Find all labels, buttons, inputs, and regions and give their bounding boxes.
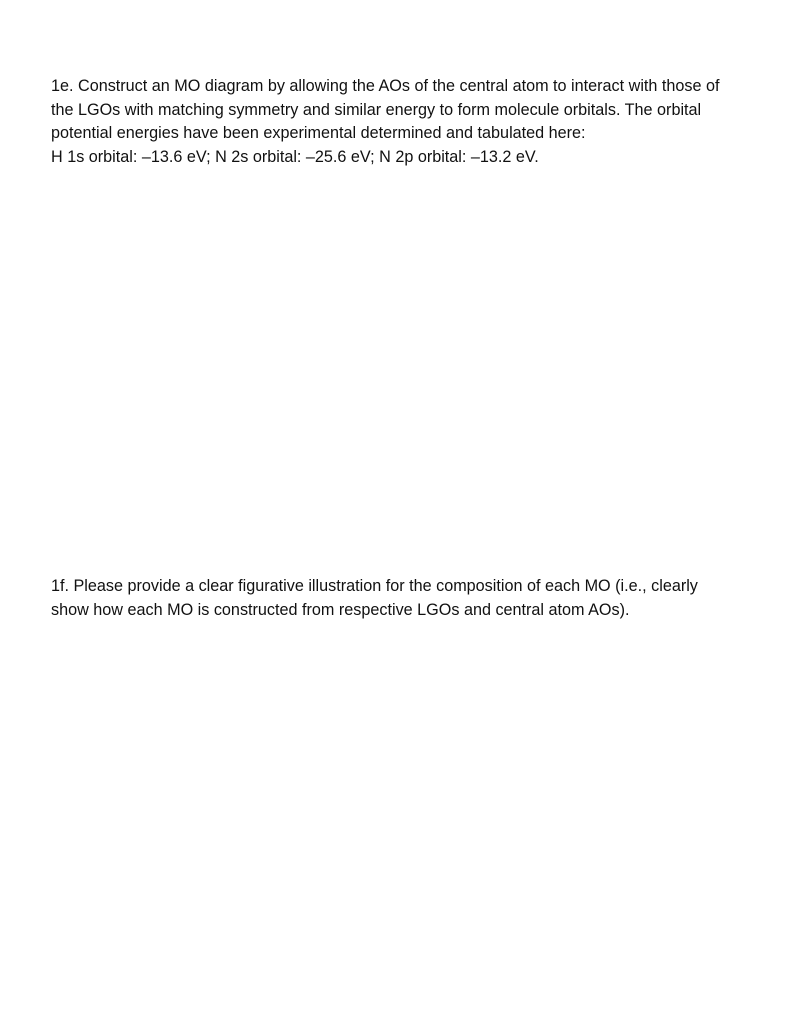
question-1e-line: potential energies have been experimental determined and tabulated here: bbox=[51, 124, 586, 143]
question-1f-line: 1f. Please provide a clear figurative illustration for the composition of each MO (i.e., clearly bbox=[51, 577, 698, 595]
question-1e-line: 1e. Construct an MO diagram by allowing the AOs of the central atom to interact with those of bbox=[51, 77, 720, 95]
question-1f bbox=[51, 575, 761, 622]
question-1e-line: the LGOs with matching symmetry and similar energy to form molecule orbitals. The orbital bbox=[51, 100, 702, 119]
question-1f-line: show how each MO is constructed from respective LGOs and central atom AOs). bbox=[51, 600, 630, 619]
question-1e bbox=[51, 75, 761, 169]
orbital-energies-line: H 1s orbital: –13.6 eV; N 2s orbital: –25.6 eV; N 2p orbital: –13.2 eV. bbox=[51, 147, 539, 166]
